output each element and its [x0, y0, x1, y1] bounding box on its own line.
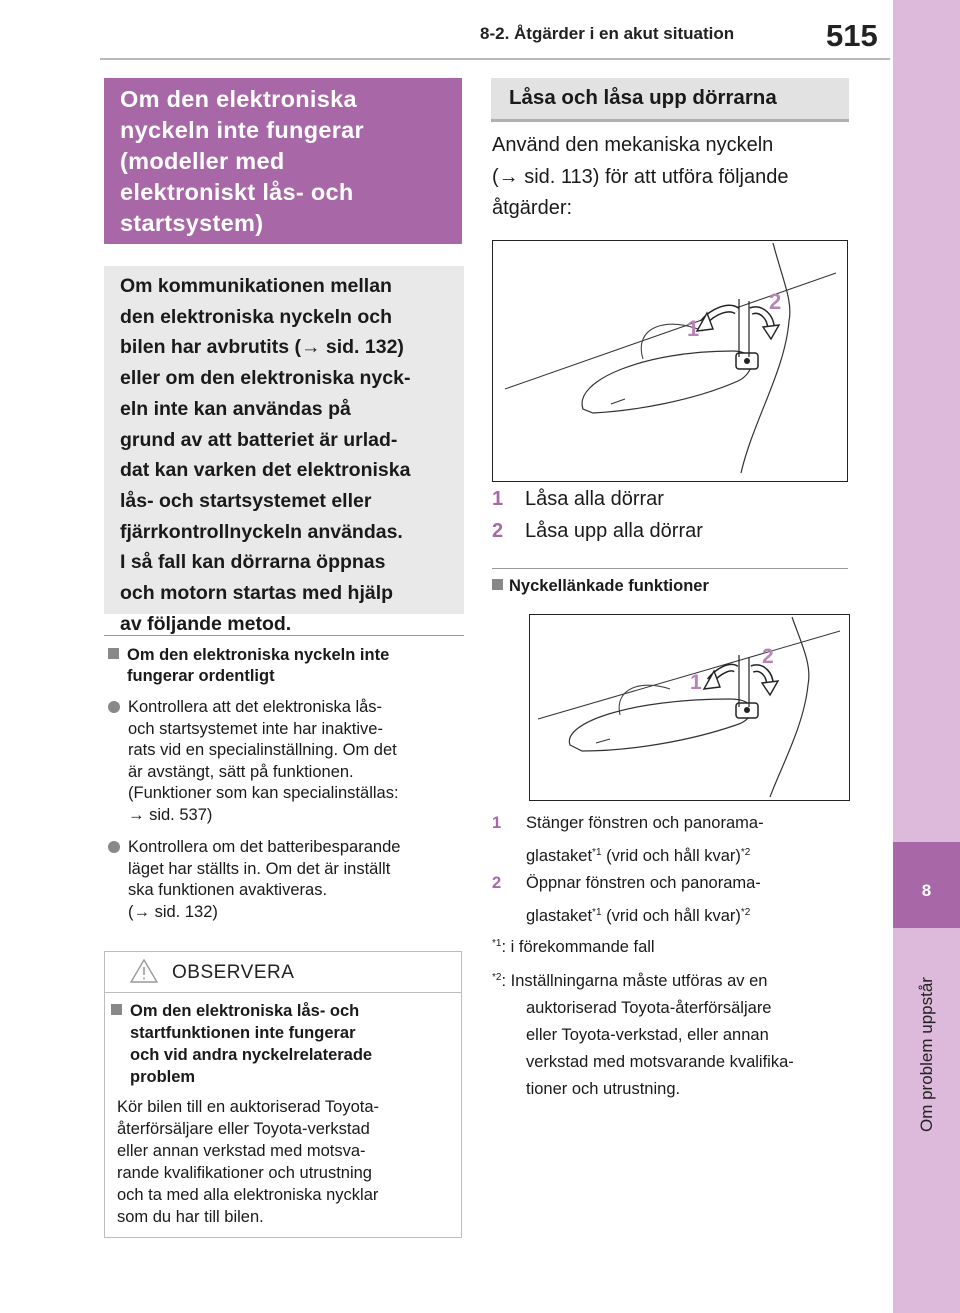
step-number: 1 — [492, 814, 502, 832]
footnote-line: auktoriserad Toyota-återförsäljare — [526, 999, 772, 1017]
subheading-line: Om den elektroniska nyckeln inte — [127, 646, 390, 664]
step-line: glastaket$^{*1}$ (vrid och håll kvar)$^{*2}$ — [526, 847, 751, 865]
warning-body-line: och ta med alla elektroniska nycklar — [117, 1186, 379, 1204]
warning-title: OBSERVERA — [172, 962, 295, 983]
bullet-line: rats vid en specialinställning. Om det — [128, 741, 397, 759]
door-handle-drawing — [493, 241, 846, 480]
intro-line: och motorn startas med hjälp — [120, 582, 394, 605]
step-line: Stänger fönstren och panorama- — [526, 814, 764, 832]
intro-line: (→ sid. 113) för att utföra följande — [492, 165, 789, 188]
warning-header — [105, 952, 461, 993]
function-step — [492, 808, 842, 871]
window-control-illustration — [529, 614, 850, 801]
intro-line: av följande metod. — [120, 612, 292, 635]
title-line: Om den elektroniska — [120, 86, 357, 112]
step-number: 2 — [492, 520, 504, 542]
bullet-line: (Funktioner som kan specialinställas: — [128, 784, 399, 802]
footnote — [492, 930, 848, 961]
chapter-number: 8 — [921, 881, 932, 900]
square-bullet-icon — [108, 648, 119, 659]
intro-line: dat kan varken det elektroniska — [120, 459, 411, 482]
bullet-line: och startsystemet inte har inaktive- — [128, 719, 383, 738]
mechanical-key-intro — [492, 130, 852, 225]
bullet-line: Kontrollera om det batteribesparande — [128, 838, 401, 856]
door-handle-drawing — [530, 615, 848, 799]
warning-triangle-icon — [129, 958, 159, 984]
divider — [104, 635, 464, 636]
page-number: 515 — [826, 18, 878, 53]
warning-box — [104, 951, 462, 1238]
bullet-line: är avstängt, sätt på funktionen. — [128, 762, 354, 781]
warning-body — [117, 1096, 457, 1228]
intro-line: fjärrkontrollnyckeln användas. — [120, 520, 403, 543]
title-line: nyckeln inte fungerar — [120, 117, 364, 143]
warning-body-line: som du har till bilen. — [117, 1208, 264, 1226]
warning-body-line: återförsäljare eller Toyota-verkstad — [117, 1120, 370, 1138]
chapter-title: Om problem uppstår — [917, 977, 936, 1132]
intro-line: lås- och startsystemet eller — [120, 489, 372, 512]
intro-line: eln inte kan användas på — [120, 397, 351, 420]
bullet-line: ska funktionen avaktiveras. — [128, 881, 328, 899]
bullet-dot-icon — [108, 701, 120, 713]
intro-line: Använd den mekaniska nyckeln — [492, 134, 774, 156]
subheading-line: fungerar ordentligt — [127, 667, 275, 685]
warning-body-line: eller annan verkstad med motsva- — [117, 1142, 366, 1160]
intro-line: I så fall kan dörrarna öppnas — [120, 551, 386, 574]
bullet-line: (→ sid. 132) — [128, 902, 218, 921]
intro-line: eller om den elektroniska nyck- — [120, 367, 411, 390]
intro-line: åtgärder: — [492, 197, 573, 219]
figure-label-1: 1 — [687, 316, 700, 341]
bullet-item — [108, 697, 464, 826]
subheading-key-linked — [492, 577, 709, 596]
step-line: glastaket$^{*1}$ (vrid och håll kvar)$^{*2}$ — [526, 907, 751, 925]
function-step — [492, 868, 842, 931]
footnote-line: $^{*2}$: Inställningarna måste utföras av en — [492, 972, 768, 990]
bullet-item — [108, 837, 464, 923]
section-title: 8-2. Åtgärder i en akut situation — [480, 24, 735, 43]
figure-label-2: 2 — [769, 289, 782, 314]
figure-label-1: 1 — [690, 671, 702, 694]
warning-subheading-line: startfunktionen inte fungerar — [130, 1024, 356, 1042]
header-divider — [100, 58, 890, 60]
warning-subheading-line: problem — [130, 1068, 196, 1086]
step-number: 2 — [492, 874, 502, 892]
intro-line: bilen har avbrutits (→ sid. 132) — [120, 336, 404, 359]
step-text: Låsa upp alla dörrar — [525, 520, 703, 542]
bullet-line: Kontrollera att det elektroniska lås- — [128, 698, 383, 716]
step-number: 1 — [492, 488, 504, 510]
subheading-key-malfunction — [108, 645, 458, 687]
step-line: Öppnar fönstren och panorama- — [526, 874, 761, 892]
title-line: startsystem) — [120, 210, 264, 236]
warning-subheading-line: Om den elektroniska lås- och — [130, 1002, 360, 1020]
square-bullet-icon — [111, 1004, 122, 1015]
footnote-line: $^{*1}$: i förekommande fall — [492, 938, 655, 956]
intro-line: Om kommunikationen mellan — [120, 275, 392, 297]
step-text: Låsa alla dörrar — [525, 488, 664, 510]
footnote-line: eller Toyota-verkstad, eller annan — [526, 1026, 769, 1044]
bullet-line: → sid. 537) — [128, 805, 213, 824]
warning-body-line: rande kvalifikationer och utrustning — [117, 1164, 372, 1182]
topic-title-box — [104, 78, 462, 244]
square-bullet-icon — [492, 579, 503, 590]
bullet-dot-icon — [108, 841, 120, 853]
warning-subheading — [111, 1000, 451, 1088]
footnote — [492, 964, 848, 1103]
title-line: elektroniskt lås- och — [120, 179, 354, 205]
intro-line: den elektroniska nyckeln och — [120, 305, 393, 328]
figure-label-2: 2 — [762, 645, 774, 668]
bullet-line: läget har ställts in. Om det är inställt — [128, 859, 391, 878]
subheading-text: Nyckellänkade funktioner — [509, 577, 709, 595]
section-heading: Låsa och låsa upp dörrarna — [491, 78, 849, 122]
intro-line: grund av att batteriet är urlad- — [120, 428, 398, 451]
footnote-line: verkstad med motsvarande kvalifika- — [526, 1053, 794, 1071]
title-line: (modeller med — [120, 148, 285, 174]
intro-box — [104, 266, 464, 635]
warning-body-line: Kör bilen till en auktoriserad Toyota- — [117, 1098, 380, 1116]
divider — [492, 568, 848, 569]
warning-subheading-line: och vid andra nyckelrelaterade — [130, 1046, 373, 1064]
door-lock-illustration — [492, 240, 848, 482]
footnote-line: tioner och utrustning. — [526, 1080, 681, 1098]
